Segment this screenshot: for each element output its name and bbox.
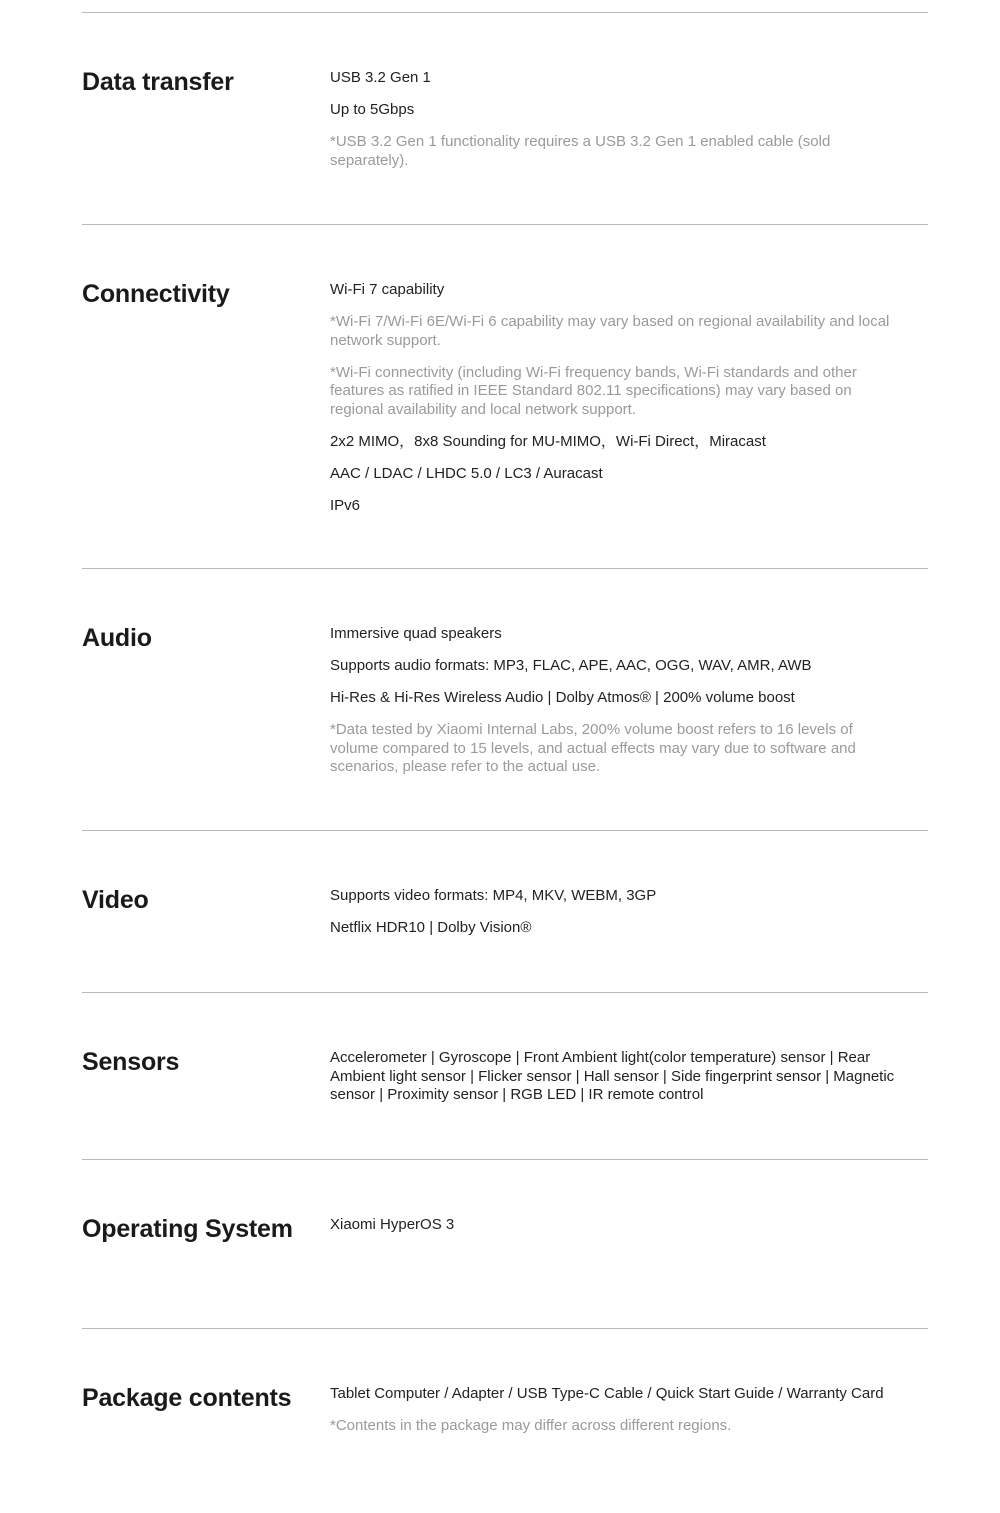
spec-section-title: Data transfer bbox=[82, 68, 234, 96]
spec-line: Wi-Fi 7 capability bbox=[330, 281, 445, 298]
spec-section-video bbox=[82, 830, 928, 992]
spec-lines bbox=[330, 69, 895, 170]
spec-lines bbox=[330, 281, 895, 515]
spec-section-title: Sensors bbox=[82, 1048, 180, 1076]
spec-lines bbox=[330, 1216, 895, 1235]
spec-footnote: *Contents in the package may differ across different regions. bbox=[330, 1417, 732, 1434]
spec-section-sensors bbox=[82, 992, 928, 1159]
spec-footnote: *Data tested by Xiaomi Internal Labs, 200% volume boost refers to 16 levels of volume compared to 15 levels, and actual effects may vary due to software and scenarios, please refer to the actual use. bbox=[330, 721, 856, 775]
spec-line: USB 3.2 Gen 1 bbox=[330, 69, 431, 86]
spec-line: IPv6 bbox=[330, 496, 361, 514]
spec-line: Immersive quad speakers bbox=[330, 625, 502, 642]
spec-line: 2x2 MIMO，8x8 Sounding for MU-MIMO，Wi-Fi Direct，Miracast bbox=[330, 432, 766, 450]
spec-section-operating-system bbox=[82, 1159, 928, 1328]
spec-line: Xiaomi HyperOS 3 bbox=[330, 1216, 455, 1233]
spec-line: Up to 5Gbps bbox=[330, 101, 415, 118]
spec-section-title: Video bbox=[82, 886, 149, 914]
spec-section-data-transfer bbox=[82, 12, 928, 224]
spec-line: AAC / LDAC / LHDC 5.0 / LC3 / Auracast bbox=[330, 464, 603, 482]
spec-lines bbox=[330, 625, 895, 777]
spec-lines bbox=[330, 1049, 895, 1105]
spec-section-audio bbox=[82, 568, 928, 830]
spec-section-connectivity bbox=[82, 224, 928, 568]
spec-lines bbox=[330, 887, 895, 938]
spec-line: Tablet Computer / Adapter / USB Type-C Cable / Quick Start Guide / Warranty Card bbox=[330, 1385, 884, 1402]
spec-line: Accelerometer | Gyroscope | Front Ambient light(color temperature) sensor | Rear Ambient light sensor | Flicker sensor | Hall sensor | Side fingerprint sensor | Magnetic sensor | Proximity sensor | RGB LED | IR remote control bbox=[330, 1049, 895, 1103]
spec-section-title: Audio bbox=[82, 624, 152, 652]
spec-section-title: Operating System bbox=[82, 1215, 293, 1243]
spec-line: Netflix HDR10 | Dolby Vision® bbox=[330, 919, 532, 936]
spec-footnote: *Wi-Fi 7/Wi-Fi 6E/Wi-Fi 6 capability may vary based on regional availability and local network support. bbox=[330, 313, 890, 349]
spec-lines bbox=[330, 1385, 895, 1436]
spec-list bbox=[82, 12, 928, 1498]
spec-section-title: Package contents bbox=[82, 1384, 292, 1412]
spec-section-title: Connectivity bbox=[82, 280, 230, 308]
spec-footnote: *Wi-Fi connectivity (including Wi-Fi frequency bands, Wi-Fi standards and other features as ratified in IEEE Standard 802.11 specifications) may vary based on regional availability and local network support. bbox=[330, 363, 857, 418]
spec-section-package-contents bbox=[82, 1328, 928, 1498]
spec-line: Hi-Res & Hi-Res Wireless Audio | Dolby Atmos® | 200% volume boost bbox=[330, 689, 795, 706]
spec-line: Supports video formats: MP4, MKV, WEBM, 3GP bbox=[330, 887, 657, 904]
spec-footnote: *USB 3.2 Gen 1 functionality requires a USB 3.2 Gen 1 enabled cable (sold separately). bbox=[330, 133, 831, 169]
spec-line: Supports audio formats: MP3, FLAC, APE, AAC, OGG, WAV, AMR, AWB bbox=[330, 657, 812, 674]
